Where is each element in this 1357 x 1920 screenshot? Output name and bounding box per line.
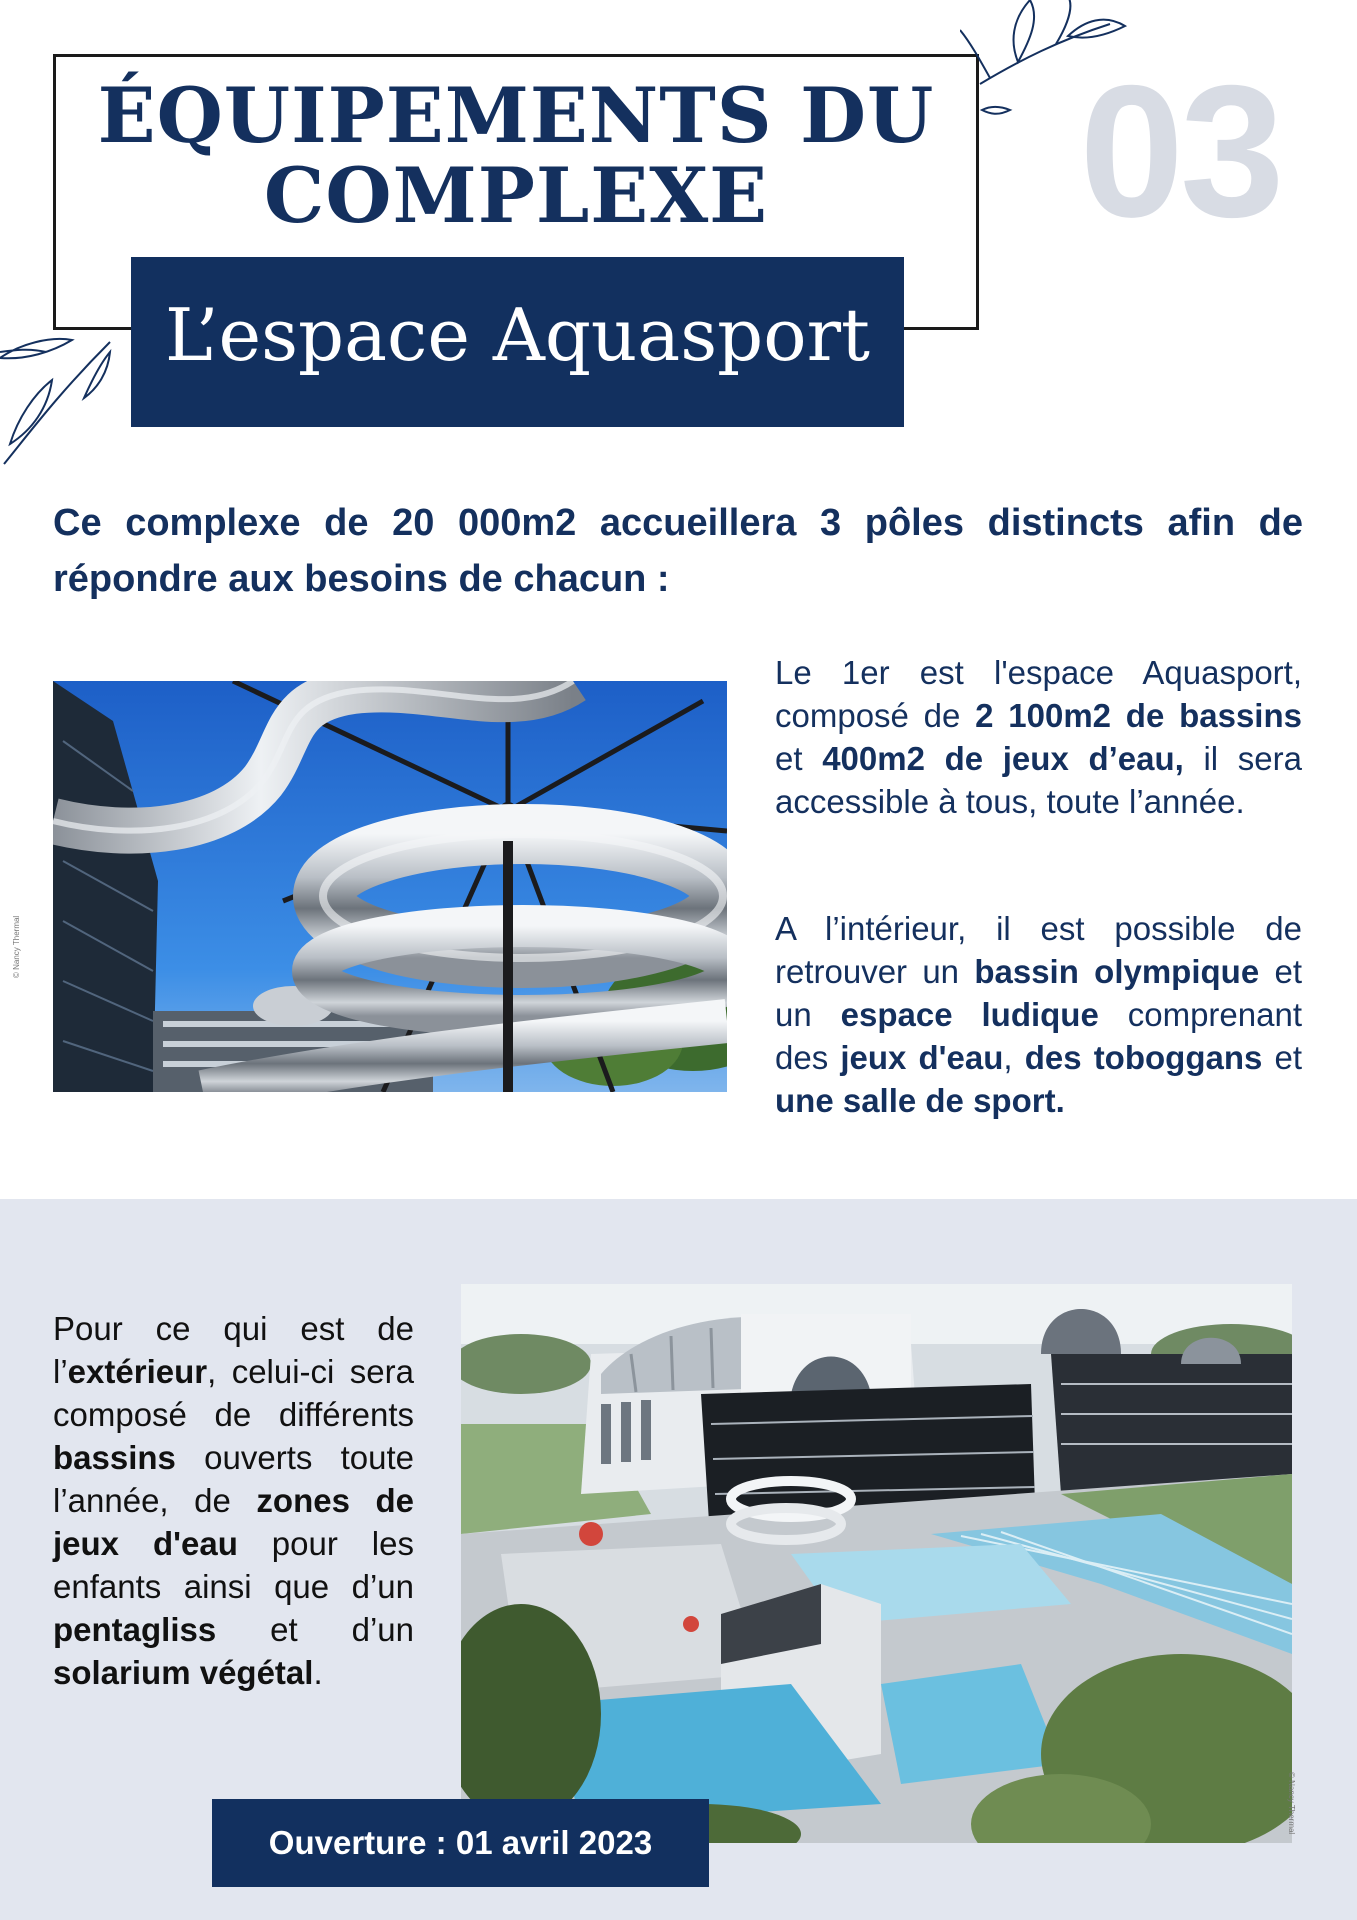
aquasport-paragraph-1: Le 1er est l'espace Aquasport, composé de 2 100m2 de bassins et 400m2 de jeux d’eau, il sera accessible à tous, toute l’année. bbox=[775, 654, 1302, 820]
opening-date-banner: Ouverture : 01 avril 2023 bbox=[212, 1799, 709, 1887]
leaf-branch-left-icon bbox=[0, 322, 130, 467]
section-number: 03 bbox=[1079, 46, 1281, 256]
exterior-paragraph: Pour ce qui est de l’extérieur, celui-ci sera composé de différents bassins ouverts toute l’année, de zones de jeux d'eau pour les enfants ainsi que d’un pentagliss et d’un solarium végétal. bbox=[53, 1310, 415, 1691]
complex-aerial-render bbox=[461, 1284, 1292, 1843]
photo-credit: © Nancy Thermal bbox=[12, 915, 21, 978]
intro-text: Ce complexe de 20 000m2 accueillera 3 pôles distincts afin de répondre aux besoins de chacun : bbox=[53, 502, 1303, 600]
leaf-branch-top-icon bbox=[960, 0, 1130, 135]
render-credit: © Nancy Thermal bbox=[1287, 1772, 1296, 1835]
waterslide-photo bbox=[53, 681, 727, 1092]
page-title: ÉQUIPEMENTS DU COMPLEXE bbox=[97, 71, 935, 240]
page-subtitle: L’espace Aquasport bbox=[165, 293, 870, 377]
aquasport-paragraph-2: A l’intérieur, il est possible de retrouver un bassin olympique et un espace ludique comprenant des jeux d'eau, des toboggans et une salle de sport. bbox=[775, 910, 1303, 1119]
